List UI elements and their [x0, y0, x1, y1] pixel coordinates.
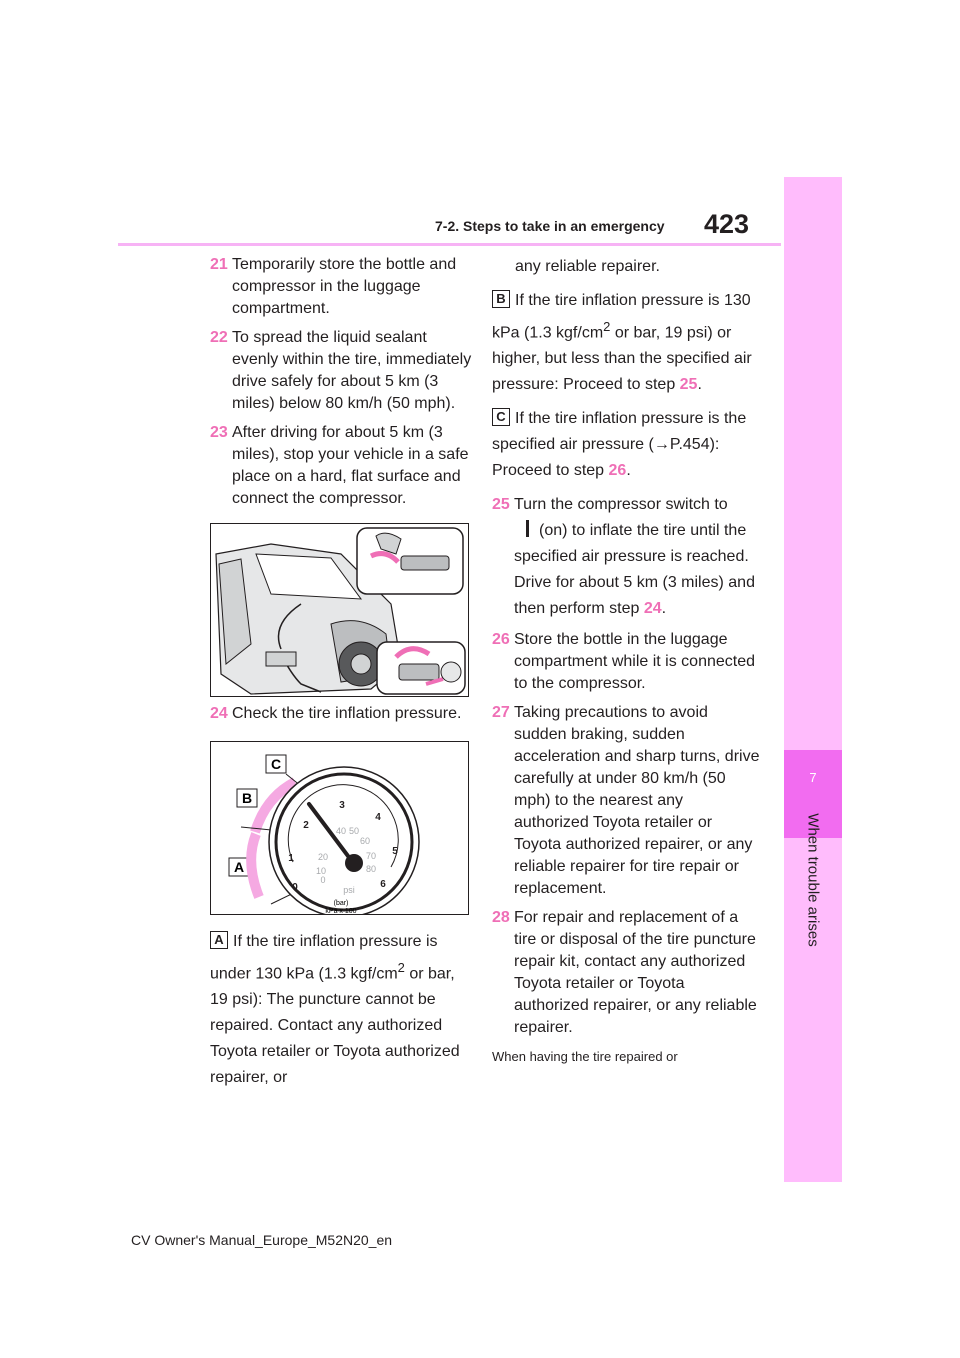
step-reference[interactable]: 25: [679, 376, 698, 394]
page-reference-link[interactable]: →P.454: [653, 436, 710, 454]
step-26: [492, 629, 762, 695]
step-text: (on) to inflate the tire until the specified air pressure is reached. Drive for about 5 km (3 miles) and then perform step: [514, 522, 755, 618]
step-text: For repair and replacement of a tire or disposal of the tire puncture repair kit, contact any authorized Toyota retailer or Toyota authorized repairer, or any reliable repairer.: [514, 909, 757, 1037]
step-25: [492, 492, 762, 622]
bar-tick: 3: [339, 800, 345, 811]
kpa-unit: kPa x 100: [325, 908, 357, 915]
note-heading: When having the tire repaired or: [492, 1049, 678, 1065]
step-text: .: [661, 600, 667, 618]
condition-text: or bar, 19 psi): The puncture cannot be repaired. Contact any authorized Toyota retailer or Toyota authorized repairer, or: [210, 965, 460, 1087]
psi-tick: 40: [335, 826, 347, 836]
footer-manual-id: CV Owner's Manual_Europe_M52N20_en: [131, 1232, 393, 1248]
condition-text: If the tire inflation pressure is under 130 kPa (1.3 kgf/cm: [210, 933, 438, 983]
step-text: After driving for about 5 km (3 miles), stop your vehicle in a safe place on a hard, flat surface and connect the compressor.: [232, 424, 469, 507]
step-text: Temporarily store the bottle and compressor in the luggage compartment.: [232, 256, 457, 317]
psi-tick: 20: [317, 852, 329, 862]
step-21: [210, 254, 475, 320]
psi-tick: 50: [348, 826, 360, 836]
condition-a-continued: any reliable repairer.: [515, 258, 660, 275]
step-number: 21: [210, 256, 228, 273]
page-number: 423: [704, 209, 750, 239]
bar-unit: (bar): [333, 900, 349, 907]
svg-text:B: B: [241, 790, 253, 806]
chapter-side-tab[interactable]: [784, 177, 842, 1182]
on-switch-icon: [526, 520, 529, 537]
condition-a: [210, 929, 475, 1091]
condition-label-c: C: [492, 408, 510, 426]
car-interior-illustration: [211, 524, 469, 697]
step-text: Check the tire inflation pressure.: [232, 705, 462, 722]
psi-tick: 80: [365, 864, 377, 874]
step-27: [492, 702, 762, 900]
step-28: [492, 907, 762, 1039]
step-number: 25: [492, 496, 510, 514]
psi-tick: 70: [365, 851, 377, 861]
header-rule: [118, 243, 781, 246]
step-reference[interactable]: 26: [608, 462, 627, 480]
step-24: [210, 703, 475, 725]
svg-text:C: C: [270, 756, 282, 772]
compressor-connection-illustration: [210, 523, 469, 697]
step-23: [210, 422, 475, 510]
bar-tick: 6: [380, 879, 386, 890]
step-number: 26: [492, 631, 510, 649]
step-number: 28: [492, 909, 510, 927]
pressure-gauge: [211, 742, 469, 915]
chapter-title: When trouble arises: [804, 813, 822, 947]
step-reference[interactable]: 24: [643, 600, 662, 618]
chapter-number: 7: [809, 770, 817, 785]
psi-unit: psi: [343, 885, 355, 895]
range-a-arrow: [251, 834, 259, 897]
bar-tick: 1: [288, 853, 294, 864]
psi-tick: 10: [315, 866, 327, 876]
condition-text: ): Proceed to step: [492, 436, 720, 480]
condition-label-b: B: [492, 290, 510, 308]
condition-text: .: [697, 376, 702, 394]
bar-tick: 4: [375, 812, 381, 823]
condition-c: [492, 406, 762, 484]
superscript: 2: [603, 319, 611, 334]
condition-text: or bar, 19 psi) or higher, but less than the specified air pressure: Proceed to step: [492, 324, 752, 394]
gauge-label-c: [266, 755, 286, 773]
bar-tick: 5: [392, 846, 398, 857]
psi-tick: 60: [359, 836, 371, 846]
gauge-label-b: [237, 789, 257, 807]
bar-tick: 0: [292, 882, 298, 893]
gauge-needle-hub: [345, 854, 363, 872]
step-text: Taking precautions to avoid sudden braking, sudden acceleration and sharp turns, drive carefully at under 80 km/h (50 mph) to the nearest any authorized Toyota retailer or Toyota authorized repairer, or any reliable repairer for tire repair or replacement.: [514, 704, 760, 898]
step-text: Turn the compressor switch to: [514, 496, 728, 514]
condition-b: [492, 288, 762, 398]
condition-label-a: A: [210, 931, 228, 949]
chapter-title-vertical: [778, 813, 848, 960]
step-number: 22: [210, 329, 228, 346]
step-number: 24: [210, 705, 228, 722]
bar-tick: 2: [303, 820, 309, 831]
right-column: [492, 254, 762, 1068]
svg-text:A: A: [233, 859, 245, 875]
superscript: 2: [397, 960, 405, 975]
condition-text: .: [626, 462, 631, 480]
step-22: [210, 327, 475, 415]
left-column: [210, 254, 475, 1099]
step-number: 23: [210, 424, 228, 441]
section-title: 7-2. Steps to take in an emergency: [435, 218, 665, 234]
condition-text: If the tire inflation pressure is 130 kPa (1.3 kgf/cm: [492, 292, 751, 342]
condition-text: If the tire inflation pressure is the specified air pressure (: [492, 410, 747, 454]
psi-tick: 0: [320, 875, 326, 885]
step-number: 27: [492, 704, 510, 722]
pressure-gauge-illustration: [210, 741, 469, 915]
step-text: Store the bottle in the luggage compartment while it is connected to the compressor.: [514, 631, 755, 693]
gauge-label-a: [229, 858, 249, 876]
step-text: To spread the liquid sealant evenly within the tire, immediately drive safely for about 5 km (3 miles) below 80 km/h (50 mph).: [232, 329, 472, 412]
